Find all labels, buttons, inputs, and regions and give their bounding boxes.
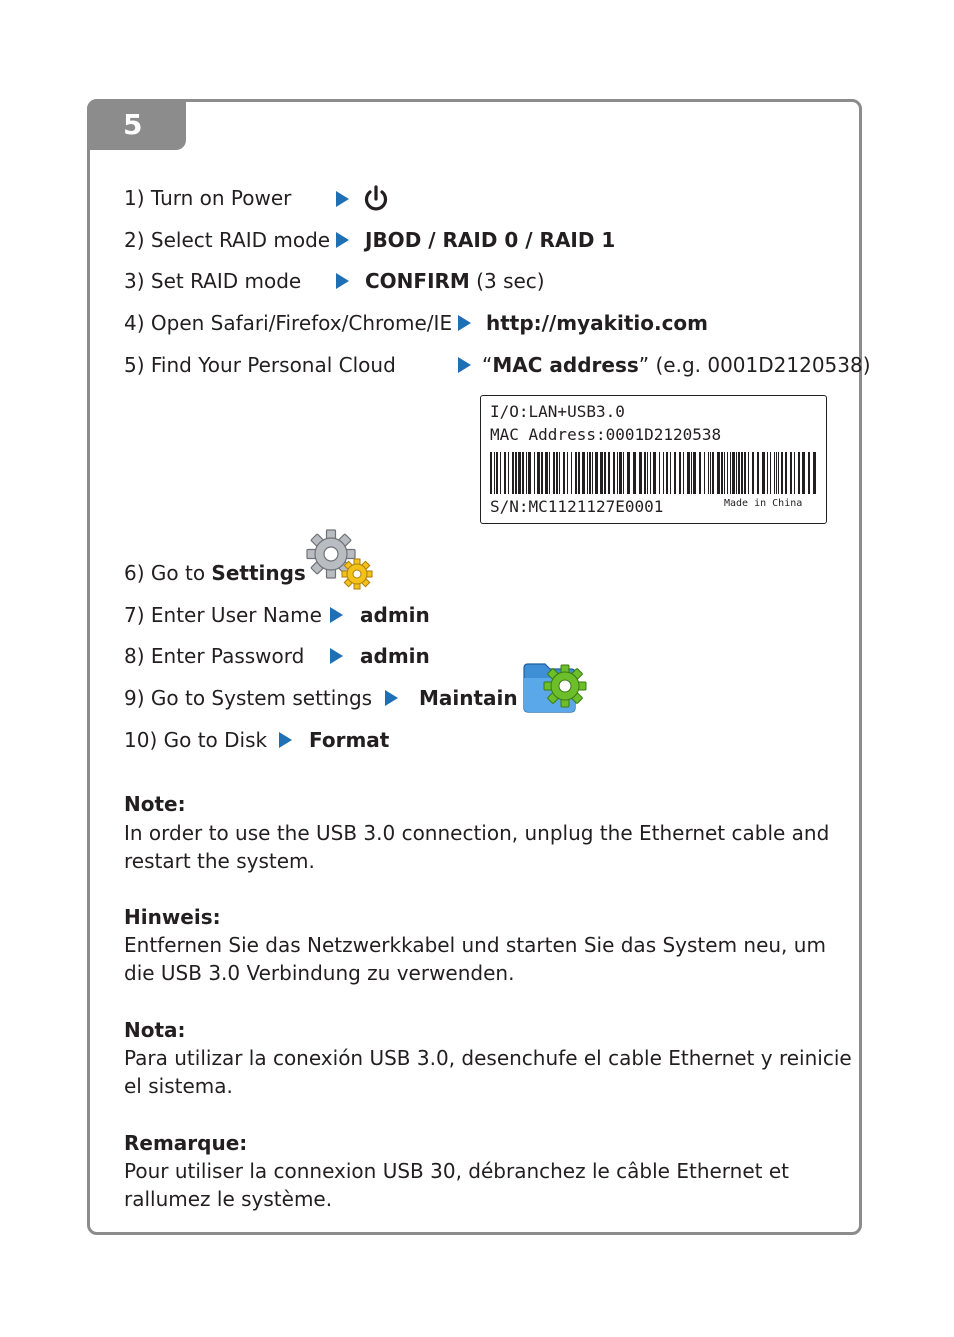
step-label: 4) Open Safari/Firefox/Chrome/IE: [124, 311, 453, 335]
arrow-icon: [330, 648, 343, 664]
step-label: 3) Set RAID mode: [124, 269, 302, 293]
maintain-folder-icon: [521, 656, 595, 716]
barcode-bar: [575, 452, 577, 494]
quote-open: “: [482, 353, 493, 377]
confirm-duration: (3 sec): [469, 269, 545, 293]
barcode-bar: [663, 452, 664, 494]
barcode: [490, 452, 817, 494]
barcode-bar: [748, 452, 749, 494]
barcode-bar: [617, 452, 618, 494]
step-label: 1) Turn on Power: [124, 186, 292, 210]
barcode-bar: [691, 452, 692, 494]
barcode-bar: [623, 452, 624, 494]
barcode-bar: [683, 452, 684, 494]
barcode-bar: [679, 452, 681, 494]
barcode-bar: [500, 452, 501, 494]
barcode-bar: [647, 452, 648, 494]
barcode-bar: [504, 452, 506, 494]
note-body-es: Para utilizar la conexión USB 3.0, desenchufe el cable Ethernet y reinicie el sistema.: [124, 1046, 852, 1098]
barcode-bar: [608, 452, 610, 494]
device-label: [480, 395, 827, 524]
arrow-icon: [336, 191, 349, 207]
step-label: 2) Select RAID mode: [124, 228, 331, 252]
arrow-icon: [458, 357, 471, 373]
barcode-bar: [604, 452, 606, 494]
barcode-bar: [600, 452, 603, 494]
barcode-bar: [627, 452, 630, 494]
note-title-fr: Remarque:: [124, 1131, 248, 1155]
barcode-bar: [659, 452, 660, 494]
barcode-bar: [595, 452, 598, 494]
settings-label: Settings: [211, 561, 306, 585]
barcode-bar: [639, 452, 642, 494]
barcode-bar: [537, 452, 540, 494]
arrow-icon: [330, 607, 343, 623]
barcode-bar: [752, 452, 754, 494]
raid-modes-value: JBOD / RAID 0 / RAID 1: [365, 228, 616, 252]
step-label: 8) Enter Password: [124, 644, 305, 668]
barcode-bar: [619, 452, 622, 494]
barcode-bar: [526, 452, 527, 494]
barcode-bar: [578, 452, 580, 494]
barcode-bar: [762, 452, 765, 494]
barcode-bar: [494, 452, 495, 494]
barcode-bar: [515, 452, 517, 494]
barcode-bar: [534, 452, 535, 494]
label-origin: Made in China: [724, 498, 803, 509]
power-icon: [363, 185, 389, 213]
barcode-bar: [730, 452, 731, 494]
barcode-bar: [717, 452, 720, 494]
barcode-bar: [522, 452, 524, 494]
barcode-bar: [666, 452, 668, 494]
barcode-bar: [541, 452, 543, 494]
barcode-bar: [674, 452, 676, 494]
barcode-bar: [490, 452, 492, 494]
mac-example: ” (e.g. 0001D2120538): [638, 353, 871, 377]
barcode-bar: [704, 452, 705, 494]
barcode-bar: [518, 452, 521, 494]
mac-address-value: MAC address: [492, 353, 639, 377]
barcode-bar: [785, 452, 787, 494]
arrow-icon: [336, 232, 349, 248]
barcode-bar: [798, 452, 800, 494]
barcode-bar: [813, 452, 816, 494]
barcode-bar: [699, 452, 701, 494]
barcode-bar: [802, 452, 805, 494]
barcode-bar: [767, 452, 768, 494]
barcode-bar: [770, 452, 771, 494]
barcode-bar: [808, 452, 810, 494]
barcode-bar: [563, 452, 565, 494]
note-body-de: Entfernen Sie das Netzwerkkabel und starten Sie das System neu, um die USB 3.0 Verbindung zu verwenden.: [124, 933, 826, 985]
barcode-bar: [778, 452, 779, 494]
barcode-bar: [670, 452, 671, 494]
barcode-bar: [790, 452, 792, 494]
step-label: 10) Go to Disk: [124, 728, 268, 752]
barcode-bar: [549, 452, 550, 494]
arrow-icon: [336, 273, 349, 289]
barcode-bar: [710, 452, 711, 494]
barcode-bar: [738, 452, 740, 494]
maintain-value: Maintain: [419, 686, 518, 710]
step-label: 7) Enter User Name: [124, 603, 322, 627]
barcode-bar: [741, 452, 743, 494]
barcode-bar: [721, 452, 723, 494]
barcode-bar: [727, 452, 728, 494]
barcode-bar: [653, 452, 656, 494]
arrow-icon: [385, 690, 398, 706]
barcode-bar: [553, 452, 555, 494]
format-value: Format: [309, 728, 390, 752]
barcode-bar: [613, 452, 615, 494]
barcode-bar: [587, 452, 588, 494]
arrow-icon: [279, 732, 292, 748]
note-title-de: Hinweis:: [124, 905, 221, 929]
label-mac-line: MAC Address:0001D2120538: [490, 425, 722, 444]
barcode-bar: [582, 452, 585, 494]
barcode-bar: [736, 452, 737, 494]
barcode-bar: [732, 452, 735, 494]
settings-gear-icon: [305, 528, 373, 590]
barcode-bar: [724, 452, 725, 494]
barcode-bar: [757, 452, 759, 494]
step-label: 9) Go to System settings: [124, 686, 373, 710]
step-number-badge: 5: [87, 99, 186, 150]
barcode-bar: [781, 452, 783, 494]
note-body-fr: Pour utiliser la connexion USB 30, débranchez le câble Ethernet et rallumez le système.: [124, 1159, 789, 1211]
barcode-bar: [687, 452, 690, 494]
barcode-bar: [644, 452, 646, 494]
note-title-es: Nota:: [124, 1018, 186, 1042]
barcode-bar: [589, 452, 591, 494]
barcode-bar: [571, 452, 572, 494]
password-value: admin: [360, 644, 430, 668]
barcode-bar: [650, 452, 651, 494]
url-value: http://myakitio.com: [486, 311, 709, 335]
barcode-bar: [774, 452, 775, 494]
barcode-bar: [567, 452, 568, 494]
note-title-en: Note:: [124, 792, 186, 816]
barcode-bar: [776, 452, 777, 494]
note-body-en: In order to use the USB 3.0 connection, unplug the Ethernet cable and restart the system.: [124, 821, 830, 873]
barcode-bar: [708, 452, 709, 494]
barcode-bar: [592, 452, 593, 494]
barcode-bar: [528, 452, 531, 494]
step-label: 6) Go to: [124, 561, 212, 585]
username-value: admin: [360, 603, 430, 627]
barcode-bar: [508, 452, 509, 494]
barcode-bar: [559, 452, 560, 494]
step-label: 5) Find Your Personal Cloud: [124, 353, 396, 377]
barcode-bar: [556, 452, 558, 494]
barcode-bar: [693, 452, 696, 494]
barcode-bar: [744, 452, 746, 494]
barcode-bar: [712, 452, 714, 494]
barcode-bar: [545, 452, 548, 494]
confirm-value: CONFIRM: [365, 269, 470, 293]
label-serial-line: S/N:MC1121127E0001: [490, 497, 664, 516]
barcode-bar: [512, 452, 514, 494]
barcode-bar: [496, 452, 498, 494]
barcode-bar: [633, 452, 636, 494]
arrow-icon: [458, 315, 471, 331]
label-io-line: I/O:LAN+USB3.0: [490, 402, 625, 421]
barcode-bar: [794, 452, 795, 494]
